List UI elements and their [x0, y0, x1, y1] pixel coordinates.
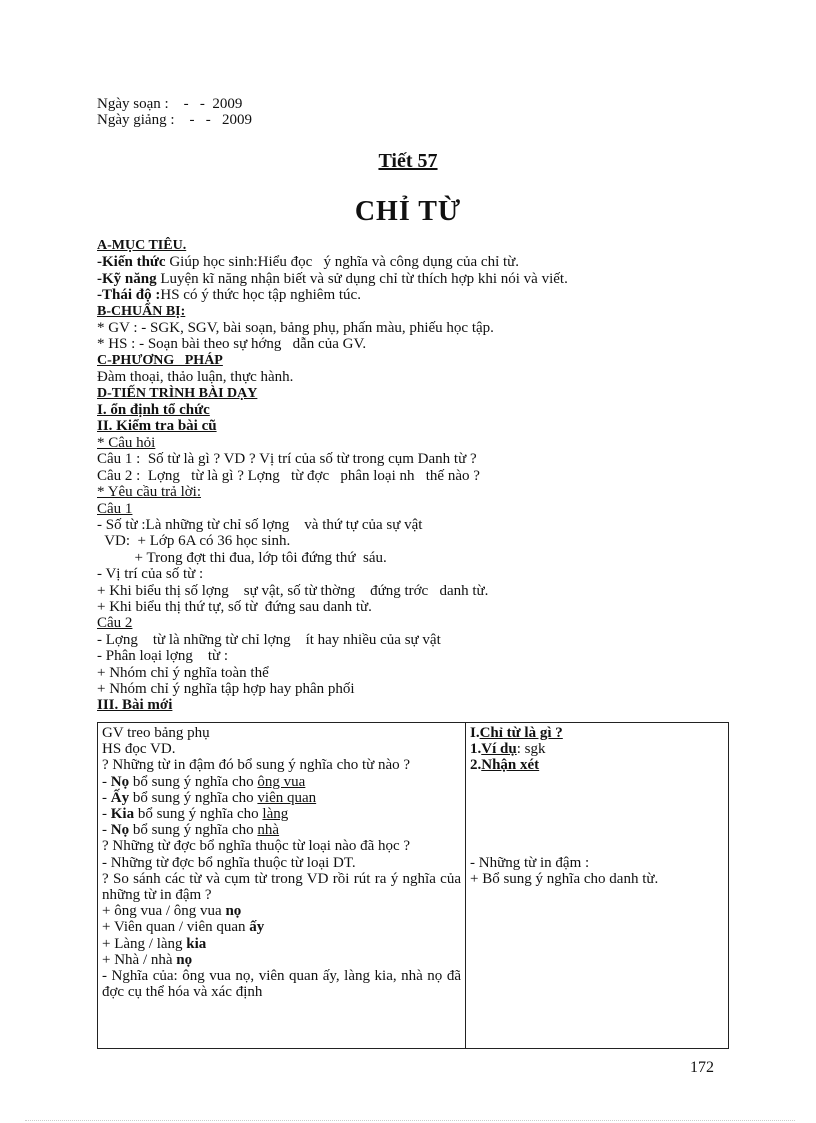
underlined-word: Nhận xét [481, 757, 540, 774]
text: - [102, 773, 111, 790]
left-line [102, 790, 461, 806]
answer-line-1: - Số từ :Là những từ chỉ số lợng và thứ tự của sự vật [97, 516, 423, 533]
lesson-title: CHỈ TỪ [354, 196, 462, 227]
kien-thuc-line [97, 254, 737, 270]
left-line: - Những từ đợc bổ nghĩa thuộc từ loại DT. [102, 854, 356, 871]
ngay-soan: Ngày soạn : - - 2009 [97, 96, 243, 112]
thai-do-text: HS có ý thức học tập nghiêm túc. [160, 287, 361, 304]
answer-line-3: + Trong đợt thi đua, lớp tôi đứng thứ sáu. [97, 549, 387, 566]
bold-word: ấy [249, 919, 265, 936]
left-line: HS đọc VD. [102, 741, 176, 758]
thai-do-label: -Thái độ : [97, 287, 161, 304]
text: - [102, 822, 111, 839]
ky-nang-label: -Kỹ năng [97, 270, 157, 287]
answer2-line-1: - Lợng từ là những từ chỉ lợng ít hay nhiều của sự vật [97, 631, 441, 648]
underlined-word: nhà [257, 822, 280, 839]
left-line [102, 774, 461, 790]
underlined-word: ông vua [257, 773, 306, 790]
underlined-word: Ví dụ [481, 741, 517, 758]
answer2-line-2: - Phân loại lợng từ : [97, 648, 229, 665]
page-number: 172 [690, 1059, 714, 1076]
left-line: ? Những từ đợc bổ nghĩa thuộc từ loại nào đã học ? [102, 838, 411, 855]
text: 2. [470, 757, 482, 774]
chuan-bi-hs: * HS : - Soạn bài theo sự hớng dẫn của GV. [97, 336, 367, 353]
text: bổ sung ý nghĩa cho [129, 789, 258, 806]
text: + ông vua / ông vua [102, 903, 226, 920]
section-ii: II. Kiểm tra bài cũ [97, 418, 217, 435]
lesson-body [97, 238, 737, 714]
yeu-cau-label: * Yêu cầu trả lời: [97, 484, 202, 501]
ky-nang-text: Luyện kĩ năng nhận biết và sử dụng chỉ từ thích hợp khi nói và viết. [156, 270, 568, 287]
answer2-line-3: + Nhóm chỉ ý nghĩa toàn thể [97, 664, 269, 681]
bold-word: Kia [110, 806, 135, 823]
left-line: ? Những từ in đậm đó bổ sung ý nghĩa cho từ nào ? [102, 757, 411, 774]
text: bổ sung ý nghĩa cho [134, 806, 263, 823]
ky-nang-line [97, 271, 737, 287]
left-line [102, 952, 461, 968]
text: I. [470, 725, 480, 741]
heading-chuan-bi: B-CHUẨN BỊ: [97, 303, 186, 319]
lesson-number [0, 150, 816, 173]
cau-2-label: Câu 2 [97, 615, 133, 632]
text: - [102, 789, 111, 806]
left-line [102, 806, 461, 822]
right-line: - Những từ in đậm : [470, 854, 590, 871]
text: + Làng / làng [102, 935, 187, 952]
page-bottom-divider [25, 1120, 795, 1121]
text: bổ sung ý nghĩa cho [129, 773, 258, 790]
right-heading [470, 725, 724, 741]
text: bổ sung ý nghĩa cho [129, 822, 258, 839]
lesson-content-column [466, 723, 728, 1048]
header-dates [97, 96, 252, 128]
left-line [102, 903, 461, 919]
text: + Nhà / nhà [102, 951, 177, 968]
left-line: - Nghĩa của: ông vua nọ, viên quan ấy, làng kia, nhà nọ đã đợc cụ thể hóa và xác định [102, 968, 461, 1001]
left-line: ? So sánh các từ và cụm từ trong VD rồi rút ra ý nghĩa của những từ in đậm ? [102, 870, 461, 904]
chuan-bi-gv: * GV : - SGK, SGV, bài soạn, bảng phụ, phấn màu, phiếu học tập. [97, 320, 494, 337]
bold-word: nọ [225, 903, 242, 920]
bold-word: Nọ [110, 822, 130, 839]
heading-phuong-phap: C-PHƯƠNG PHÁP [97, 352, 223, 368]
underlined-word: viên quan [257, 789, 317, 806]
text: - [102, 806, 111, 823]
lesson-number-text: Tiết 57 [378, 150, 438, 172]
thai-do-line [97, 287, 737, 303]
cau-hoi-label: * Câu hỏi [97, 434, 156, 451]
section-iii: III. Bài mới [97, 697, 173, 714]
section-i: I. ổn định tổ chức [97, 402, 210, 419]
ngay-giang: Ngày giảng : - - 2009 [97, 112, 252, 128]
bold-word: nọ [176, 951, 193, 968]
lesson-table [97, 722, 729, 1049]
right-line: + Bổ sung ý nghĩa cho danh từ. [470, 870, 659, 887]
bold-word: Nọ [110, 773, 130, 790]
left-line: GV treo bảng phụ [102, 725, 210, 741]
left-line [102, 919, 461, 935]
heading-muc-tieu: A-MỤC TIÊU. [97, 238, 187, 253]
left-line [102, 822, 461, 838]
answer-line-2: VD: + Lớp 6A có 36 học sinh. [97, 533, 291, 550]
bold-word: kia [186, 935, 207, 952]
answer2-line-4: + Nhóm chỉ ý nghĩa tập hợp hay phân phối [97, 680, 355, 697]
bold-word: Ấy [110, 789, 130, 806]
kien-thuc-text: Giúp học sinh:Hiểu đọc ý nghĩa và công dụng của chỉ từ. [165, 254, 520, 271]
text: 1. [470, 741, 482, 758]
text: + Viên quan / viên quan [102, 919, 250, 936]
right-line [470, 757, 724, 773]
heading-tien-trinh: D-TIẾN TRÌNH BÀI DẠY [97, 385, 258, 401]
underlined-word: làng [262, 806, 289, 823]
answer-line-5: + Khi biểu thị số lợng sự vật, số từ thờng đứng trớc danh từ. [97, 582, 489, 599]
cau-1: Câu 1 : Số từ là gì ? VD ? Vị trí của số từ trong cụm Danh từ ? [97, 451, 477, 468]
underlined-word: Chỉ từ là gì ? [479, 725, 563, 741]
answer-line-6: + Khi biểu thị thứ tự, số từ đứng sau danh từ. [97, 598, 372, 615]
kien-thuc-label: -Kiến thức [97, 254, 166, 271]
phuong-phap-text: Đàm thoại, thảo luận, thực hành. [97, 369, 294, 386]
answer-line-4: - Vị trí của số từ : [97, 566, 204, 583]
cau-2: Câu 2 : Lợng từ là gì ? Lợng từ đợc phân loại nh thế nào ? [97, 467, 480, 484]
cau-1-label: Câu 1 [97, 500, 133, 517]
spacer [470, 774, 724, 855]
right-line [470, 741, 724, 757]
text: : sgk [516, 741, 546, 758]
teacher-activity-column [98, 723, 466, 1048]
left-line [102, 936, 461, 952]
